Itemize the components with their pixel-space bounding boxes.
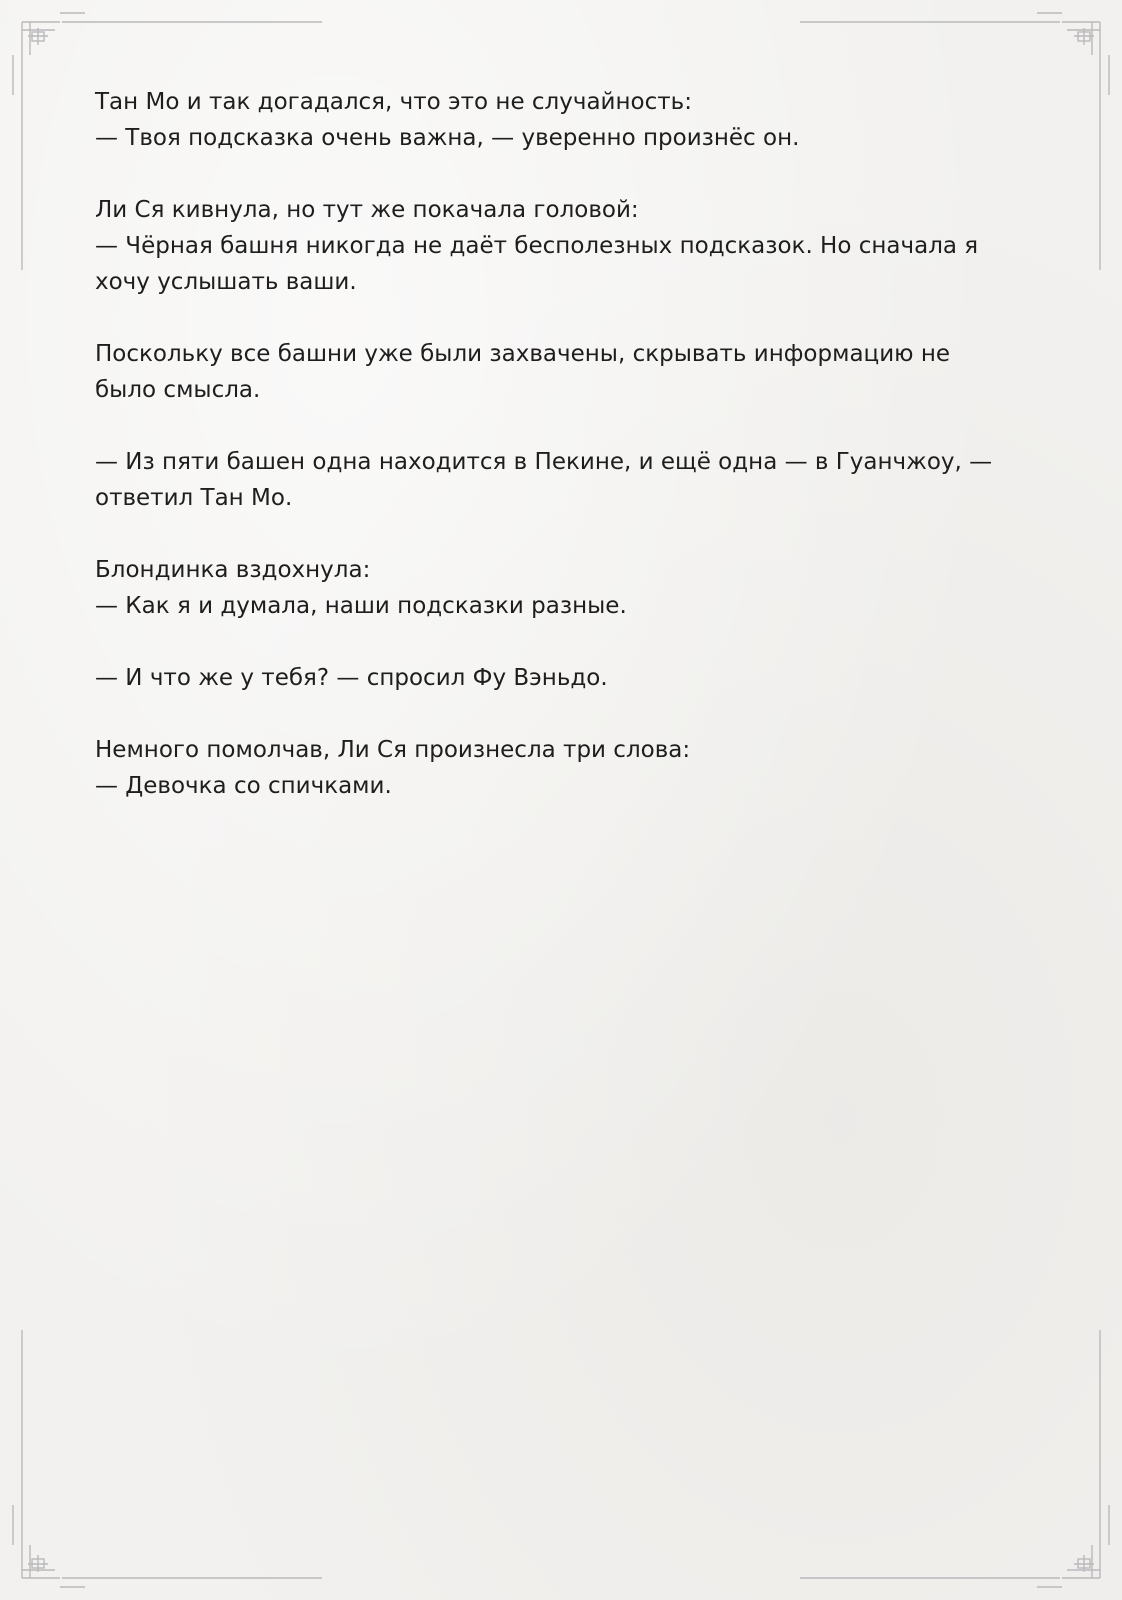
paragraph-2 xyxy=(95,192,1025,300)
paragraph-6 xyxy=(95,660,1025,696)
text-line: — И что же у тебя? — спросил Фу Вэньдо. xyxy=(95,665,608,691)
paragraph-1 xyxy=(95,84,1025,156)
text-line: — Твоя подсказка очень важна, — уверенно произнёс он. xyxy=(95,125,800,151)
text-line: Поскольку все башни уже были захвачены, скрывать информацию не xyxy=(95,341,951,367)
text-line: было смысла. xyxy=(95,377,261,403)
text-line: Тан Мо и так догадался, что это не случайность: xyxy=(95,89,692,115)
text-line: — Из пяти башен одна находится в Пекине, и ещё одна — в Гуанчжоу, — xyxy=(95,449,993,475)
text-line: ответил Тан Мо. xyxy=(95,485,293,511)
text-line: — Как я и думала, наши подсказки разные. xyxy=(95,593,627,619)
story-text xyxy=(95,84,1025,840)
paragraph-5 xyxy=(95,552,1025,624)
paragraph-4 xyxy=(95,444,1025,516)
text-line: хочу услышать ваши. xyxy=(95,269,357,295)
paragraph-3 xyxy=(95,336,1025,408)
corner-ornament-bottom-right xyxy=(800,1330,1109,1587)
text-line: Блондинка вздохнула: xyxy=(95,557,371,583)
paragraph-7 xyxy=(95,732,1025,804)
text-line: Немного помолчав, Ли Ся произнесла три слова: xyxy=(95,737,691,763)
text-line: Ли Ся кивнула, но тут же покачала головой: xyxy=(95,197,639,223)
corner-ornament-bottom-left xyxy=(13,1330,322,1587)
text-line: — Чёрная башня никогда не даёт бесполезных подсказок. Но сначала я xyxy=(95,233,979,259)
text-line: — Девочка со спичками. xyxy=(95,773,392,799)
